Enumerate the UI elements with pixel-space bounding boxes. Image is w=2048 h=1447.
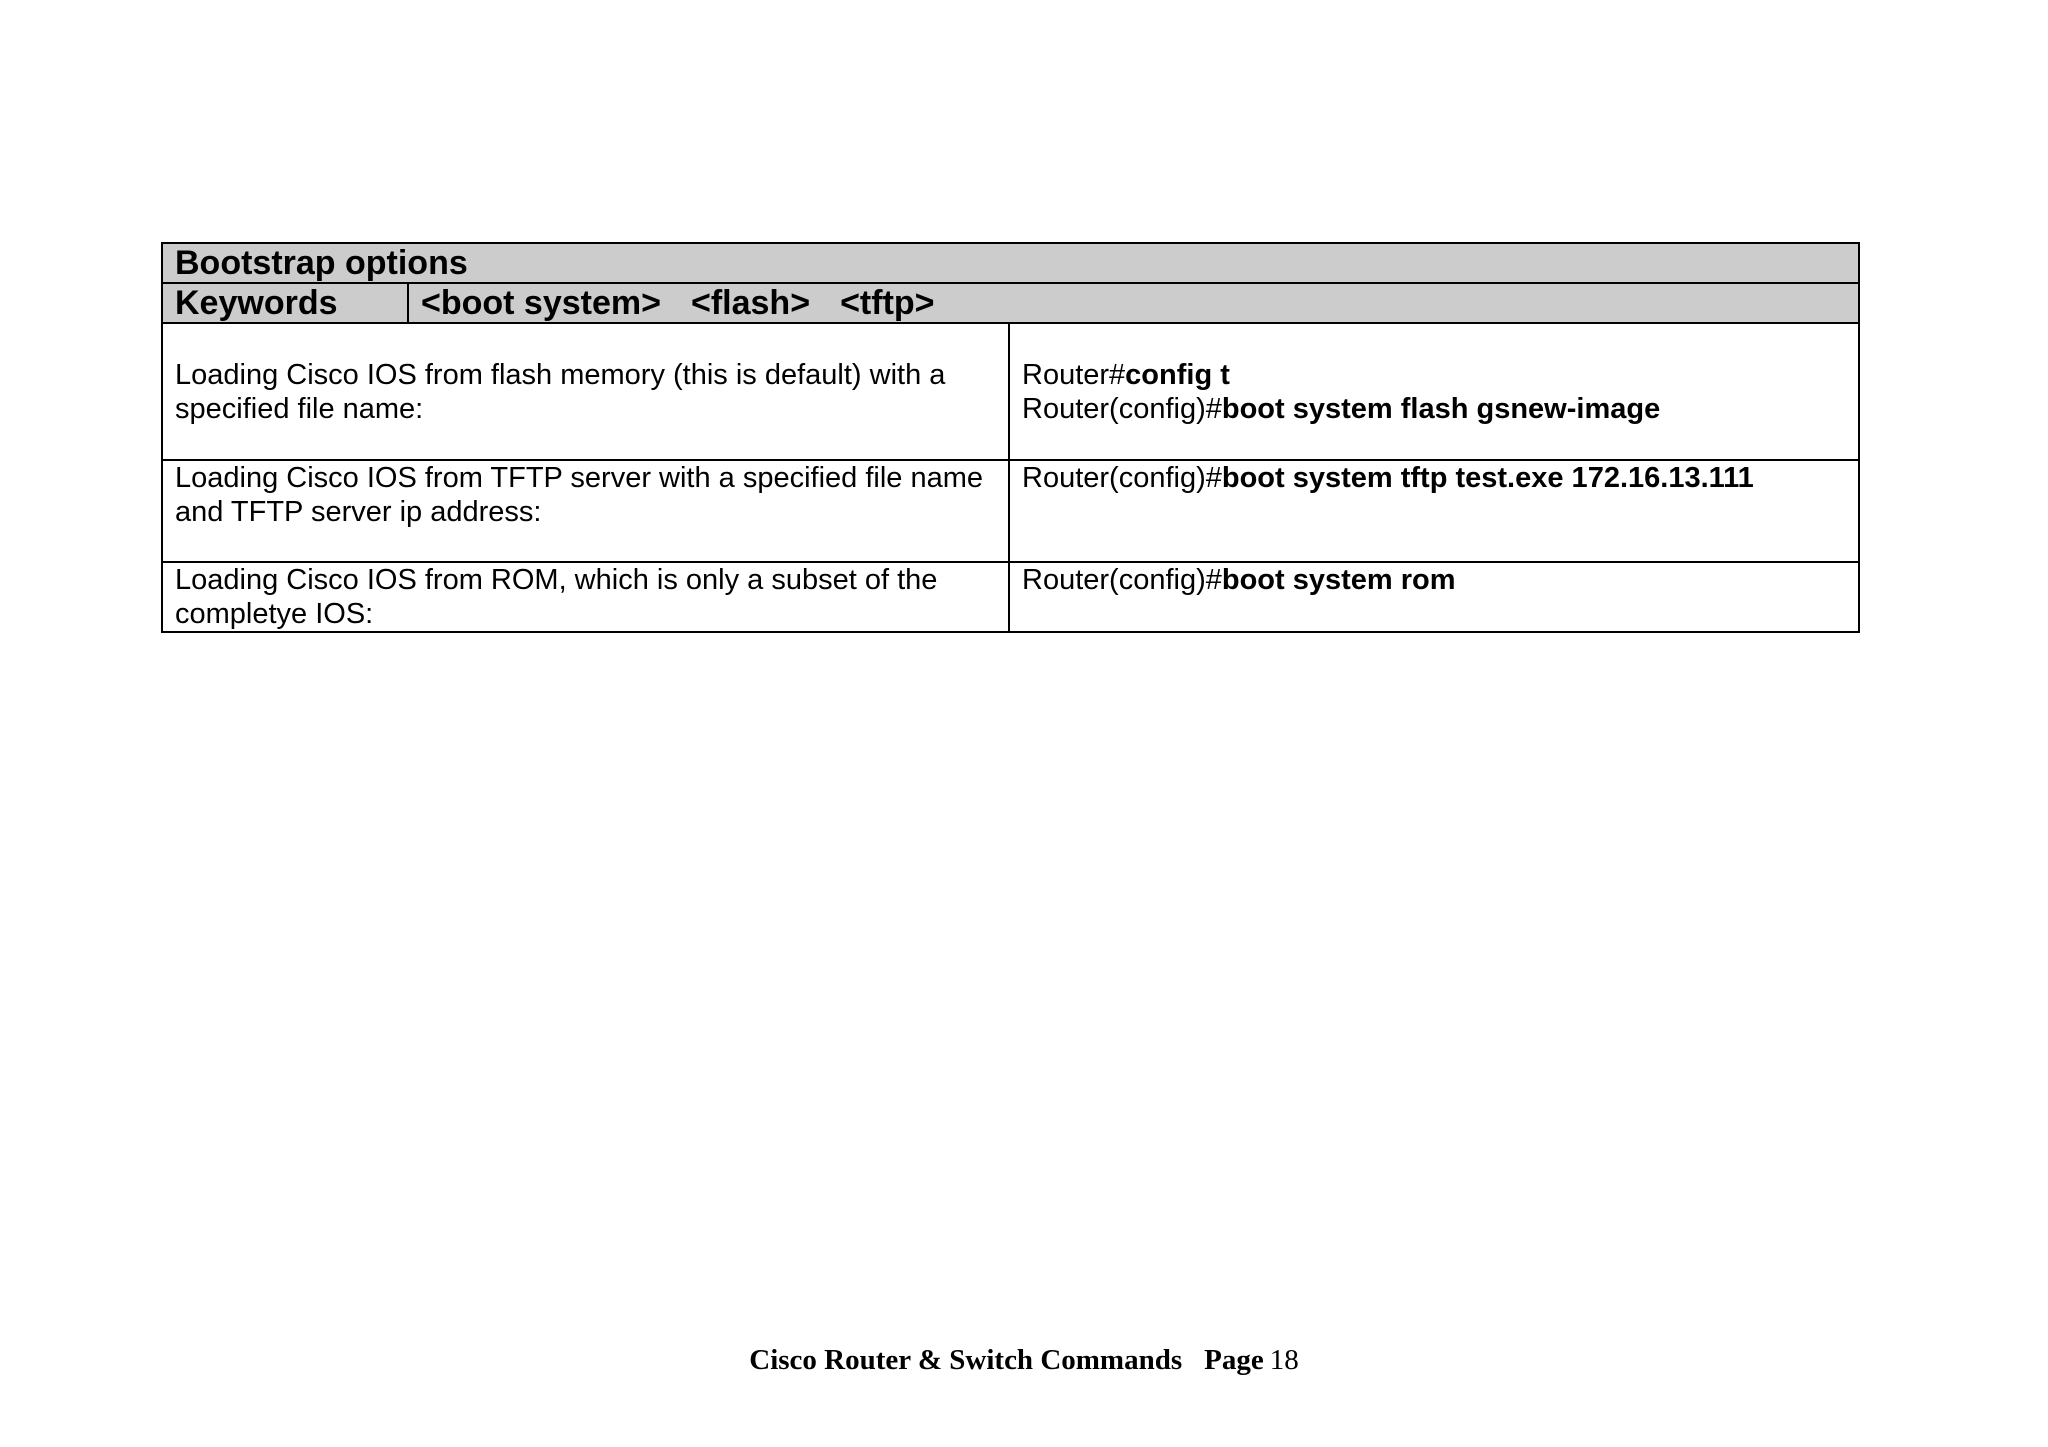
footer-page-label: Page (1204, 1344, 1264, 1376)
command-prompt: Router(config)# (1022, 393, 1222, 425)
command-text: config t (1125, 359, 1230, 391)
row-command-cell (1009, 562, 1859, 632)
keyword: <boot system> (421, 284, 661, 322)
bootstrap-options-table (161, 242, 1860, 633)
row-description: Loading Cisco IOS from flash memory (this is default) with a specified file name: (175, 359, 946, 425)
command-prompt: Router(config)# (1022, 564, 1222, 596)
command-prompt: Router(config)# (1022, 462, 1222, 494)
keyword: <tftp> (840, 284, 935, 322)
command-line (1022, 392, 1846, 426)
row-command-cell (1009, 323, 1859, 460)
row-command-cell (1009, 460, 1859, 562)
row-description-cell (162, 562, 1009, 632)
command-prompt: Router# (1022, 359, 1126, 391)
keywords-row (162, 283, 1859, 323)
footer-page-number: 18 (1269, 1344, 1299, 1376)
keywords-values (408, 283, 1859, 323)
command-text: boot system tftp test.exe 172.16.13.111 (1221, 462, 1754, 494)
row-description: Loading Cisco IOS from ROM, which is only a subset of the completye IOS: (175, 564, 938, 630)
table-row (162, 323, 1859, 460)
table-row (162, 562, 1859, 632)
table-title: Bootstrap options (162, 243, 1859, 283)
command-text: boot system flash gsnew-image (1221, 393, 1661, 425)
keyword: <flash> (690, 284, 811, 322)
row-description: Loading Cisco IOS from TFTP server with a specified file name and TFTP server ip address: (175, 462, 984, 528)
page-footer (0, 1343, 2048, 1377)
command-line (1022, 563, 1846, 597)
keywords-label: Keywords (162, 283, 408, 323)
table-row (162, 460, 1859, 562)
table-title-row (162, 243, 1859, 283)
row-description-cell (162, 460, 1009, 562)
row-description-cell (162, 323, 1009, 460)
command-text: boot system rom (1221, 564, 1456, 596)
command-line (1022, 358, 1846, 392)
command-line (1022, 461, 1846, 495)
footer-title: Cisco Router & Switch Commands (749, 1344, 1183, 1376)
